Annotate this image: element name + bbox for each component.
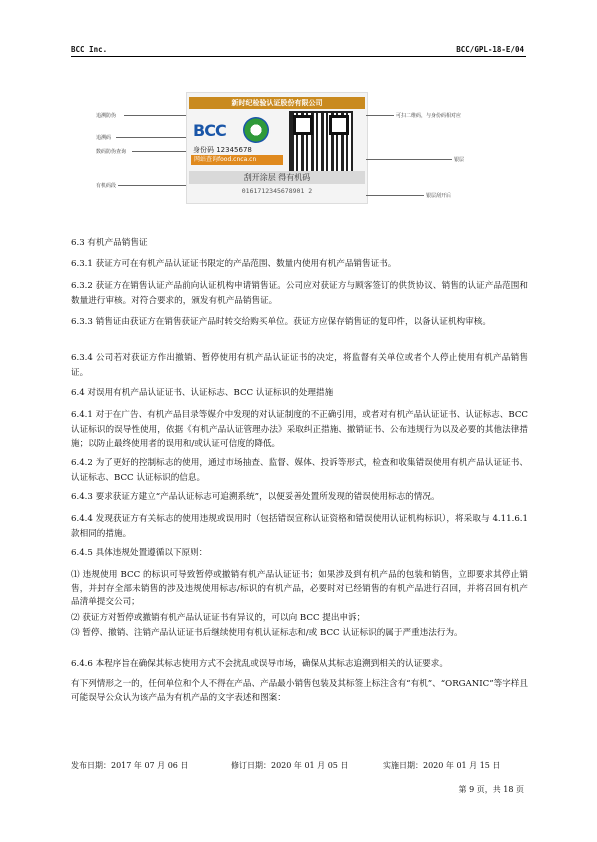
clause-6-4-5: 6.4.5 具体违规处置遵循以下原则： [71, 548, 208, 558]
rule-item-1: ⑴ 违规使用 BCC 的标识可导致暂停或撤销有机产品认证证书；如果涉及到有机产品的包装和销售，立即要求其停止销售，并封存全部未销售的涉及违规使用标志/标识的有机产品，必要时对已经销售的有机产品进行召回，并将召回有机产品清单提交公司； [71, 570, 528, 607]
label-figure [96, 92, 516, 204]
effective-date: 实施日期：2020 年 01 月 15 日 [383, 761, 501, 770]
callout-a: 追溯防伪 [96, 113, 117, 119]
bcc-logo [191, 111, 277, 145]
callout-line [124, 115, 186, 116]
serial-number: 0161712345678901 2 [241, 187, 313, 195]
callout-c: 追溯码 [96, 135, 112, 141]
scratch-area: 刮开涂层 得有机码 [189, 171, 365, 184]
callout-line [132, 151, 186, 152]
query-site: 网站查询food.cnca.cn [191, 155, 283, 165]
section-heading: 6.3 有机产品销售证 [71, 238, 148, 248]
organic-seal-icon [243, 117, 269, 143]
section-heading: 6.4 对误用有机产品认证证书、认证标志、BCC 认证标识的处理措施 [71, 388, 334, 398]
callout-line [116, 137, 186, 138]
callout-d: 数码防伪查询 [96, 149, 127, 155]
callout-g: 银层刮开后 [426, 193, 452, 199]
clause-6-3-2: 6.3.2 获证方在销售认证产品前向认证机构申请销售证。公司应对获证方与顾客签订的供货协议、销售的认证产品范围和数量进行审核。对符合要求的，颁发有机产品销售证。 [71, 281, 528, 306]
rule-item-2: ⑵ 获证方对暂停或撤销有机产品认证证书有异议的，可以向 BCC 提出申诉； [71, 613, 366, 623]
rule-item-3: ⑶ 暂停、撤销、注销产品认证证书后继续使用有机认证标志和/或 BCC 认证标识的属于严重违法行为。 [71, 628, 463, 638]
callout-line [366, 195, 424, 196]
clause-6-4-2: 6.4.2 为了更好的控制标志的使用，通过市场抽查、监督、媒体、投诉等形式，检查和收集错误使用有机产品认证证书、认证标志、BCC 认证标识的信息。 [71, 458, 528, 483]
header-company: BCC Inc. [71, 45, 108, 54]
certification-label [186, 92, 368, 204]
page-number: 第 9 页，共 18 页 [458, 785, 524, 794]
qr-code-icon [289, 111, 353, 175]
clause-6-4-1: 6.4.1 对于在广告、有机产品目录等媒介中发现的对认证制度的不正确引用，或者对有机产品认证证书、认证标志、BCC 认证标识的误导性使用，依据《有机产品认证管理办法》采取纠正措施、撤销证书、公布违规行为以及必要的其他法律措施；以防止最终使用者的误用和/或认证可信度的降低。 [71, 410, 528, 449]
clause-6-4-6: 6.4.6 本程序旨在确保其标志使用方式不会扰乱或误导市场，确保从其标志追溯到相关的认证要求。 [71, 659, 448, 669]
logo-text: BCC [193, 121, 226, 140]
callout-line [118, 185, 186, 186]
callout-line [366, 159, 452, 160]
label-banner: 新时纪检验认证股份有限公司 [189, 97, 365, 109]
header-doc-code: BCC/GPL-18-E/04 [456, 45, 524, 54]
callout-f: 有机码段 [96, 183, 117, 189]
callout-b: 可扫二维码，与身份码相对应 [396, 113, 462, 119]
closing-paragraph: 有下列情形之一的，任何单位和个人不得在产品、产品最小销售包装及其标签上标注含有“有机”、“ORGANIC”等字样且可能误导公众认为该产品为有机产品的文字表述和图案： [71, 679, 528, 703]
id-code: 身份码 12345678 [193, 146, 252, 154]
callout-e: 银层 [454, 157, 465, 163]
revision-date: 修订日期：2020 年 01 月 05 日 [231, 761, 349, 770]
clause-6-3-4: 6.3.4 公司若对获证方作出撤销、暂停使用有机产品认证证书的决定，将监督有关单位或者个人停止使用有机产品销售证。 [71, 353, 528, 378]
issue-date: 发布日期：2017 年 07 月 06 日 [71, 761, 189, 770]
clause-6-4-3: 6.4.3 要求获证方建立“产品认证标志可追溯系统”，以便妥善处置所发现的错误使用标志的情况。 [71, 492, 440, 502]
clause-6-4-4: 6.4.4 发现获证方有关标志的使用违规或误用时（包括错误宣称认证资格和错误使用认证机构标识），将采取与 4.11.6.1 款相同的措施。 [71, 514, 528, 539]
header-rule [71, 56, 526, 57]
clause-6-3-3: 6.3.3 销售证由获证方在销售获证产品时转交给购买单位。获证方应保存销售证的复印件，以备认证机构审核。 [71, 317, 491, 327]
callout-line [366, 115, 394, 116]
clause-6-3-1: 6.3.1 获证方可在有机产品认证证书限定的产品范围、数量内使用有机产品销售证书。 [71, 259, 397, 269]
